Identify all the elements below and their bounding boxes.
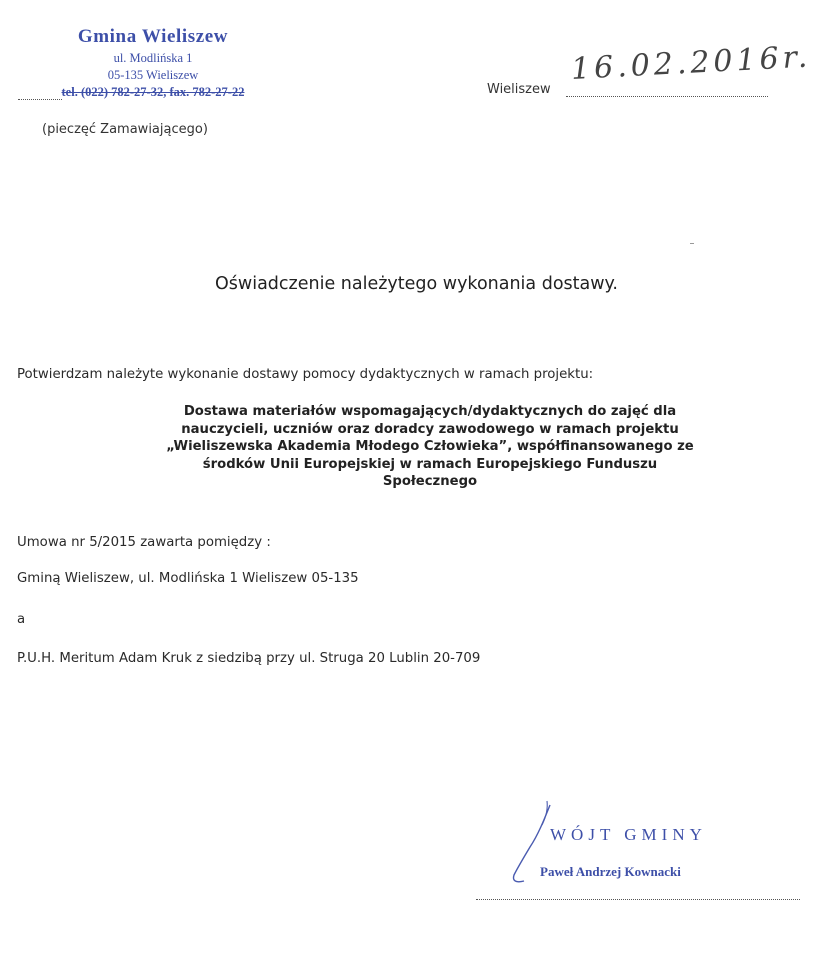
party-two: P.U.H. Meritum Adam Kruk z siedzibą przy ul. Struga 20 Lublin 20-709 [17, 651, 481, 666]
municipality-stamp [22, 24, 284, 101]
stamp-street: ul. Modlińska 1 [113, 51, 193, 65]
stamp-phone: tel. (022) 782-27-32, fax. 782-27-22 [61, 85, 245, 99]
project-line: Społecznego [382, 474, 478, 489]
scan-speck [690, 243, 694, 244]
handwritten-date: 16.02.2016r. [570, 39, 813, 87]
date-dotted-line [566, 96, 768, 97]
project-line: „Wieliszewska Akademia Młodego Człowieka”, współfinansowanego ze [166, 439, 694, 454]
project-line: środków Unii Europejskiej w ramach Europejskiego Funduszu [202, 456, 658, 472]
conjunction: a [17, 612, 26, 627]
project-description [60, 403, 800, 491]
signature-dotted-line [476, 899, 800, 900]
project-line: nauczycieli, uczniów oraz doradcy zawodowego w ramach projektu [181, 421, 679, 437]
place-label: Wieliszew [487, 82, 551, 97]
signatory-name: Paweł Andrzej Kownacki [540, 864, 681, 879]
project-line: Dostawa materiałów wspomagających/dydaktycznych do zajęć dla [183, 404, 677, 419]
signature-title: WÓJT GMINY [550, 825, 707, 844]
handwritten-signature [500, 795, 570, 895]
confirmation-text: Potwierdzam należyte wykonanie dostawy pomocy dydaktycznych w ramach projektu: [17, 367, 594, 382]
stamp-title: Gmina Wieliszew [77, 26, 229, 47]
contract-text: Umowa nr 5/2015 zawarta pomiędzy : [17, 535, 271, 550]
stamp-city: 05-135 Wieliszew [107, 68, 199, 82]
party-one: Gminą Wieliszew, ul. Modlińska 1 Wieliszew 05-135 [17, 571, 359, 586]
seal-caption: (pieczęć Zamawiającego) [42, 122, 208, 137]
stamp-dotted-line [18, 99, 62, 100]
document-title: Oświadczenie należytego wykonania dostawy. [215, 274, 618, 294]
